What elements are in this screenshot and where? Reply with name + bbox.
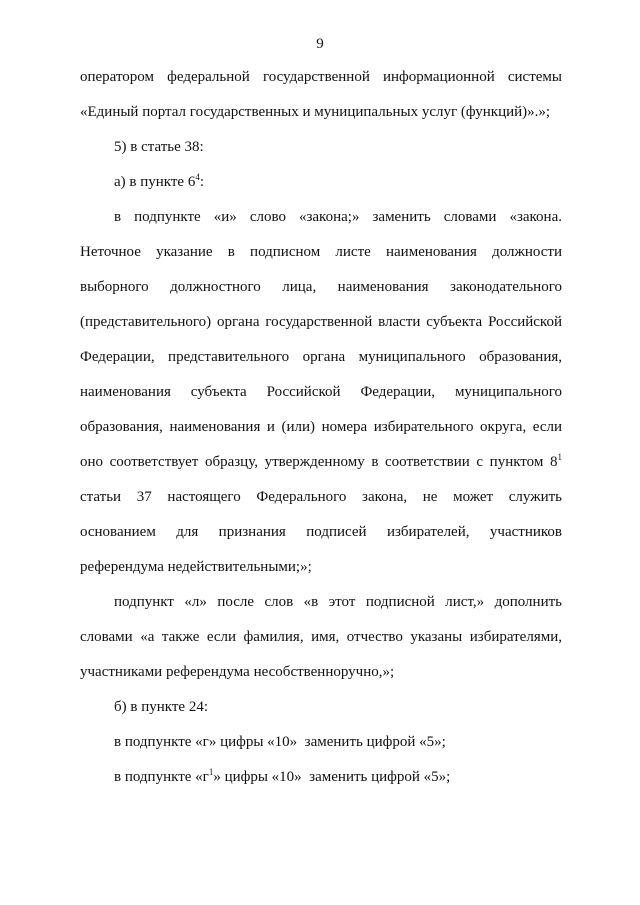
text-line: Неточное указание в подписном листе наименования должности <box>80 244 562 260</box>
text-line: Федерации, представительного органа муниципального образования, <box>80 349 562 365</box>
text-line <box>80 445 562 480</box>
text-line: статьи 37 настоящего Федерального закона, не может служить <box>80 489 562 505</box>
text-line: образования, наименования и (или) номера избирательного округа, если <box>80 419 562 435</box>
text-line: референдума недействительными;»; <box>80 559 312 575</box>
text-segment: : <box>199 174 205 190</box>
text-segment: оно соответствует образцу, утвержденному в соответствии с пунктом 8 <box>80 454 558 470</box>
text-segment: » цифры «10» заменить цифрой «5»; <box>213 769 451 785</box>
text-line: подпункт «л» после слов «в этот подписной лист,» дополнить <box>114 594 562 610</box>
text-line: 5) в статье 38: <box>114 139 204 155</box>
page-number: 9 <box>316 36 324 52</box>
text-segment: в подпункте «г <box>114 769 209 785</box>
text-segment: а) в пункте 6 <box>114 174 196 190</box>
text-line: оператором федеральной государственной информационной системы <box>80 69 562 85</box>
text-line: участниками референдума несобственноручно,»; <box>80 664 395 680</box>
text-line: в подпункте «и» слово «закона;» заменить словами «закона. <box>114 209 562 225</box>
text-line: выборного должностного лица, наименования законодательного <box>80 279 562 295</box>
text-line: (представительного) органа государственной власти субъекта Российской <box>80 314 562 330</box>
text-line: наименования субъекта Российской Федерации, муниципального <box>80 384 562 400</box>
superscript: 1 <box>208 767 214 777</box>
text-line: «Единый портал государственных и муниципальных услуг (функций)».»; <box>80 104 551 120</box>
superscript: 4 <box>195 172 200 182</box>
text-line: словами «а также если фамилия, имя, отчество указаны избирателями, <box>80 629 562 645</box>
text-line <box>80 165 562 200</box>
text-line: б) в пункте 24: <box>114 699 208 715</box>
text-line: основанием для признания подписей избирателей, участников <box>80 524 562 540</box>
superscript: 1 <box>557 452 562 462</box>
document-body <box>80 60 562 795</box>
text-line <box>80 760 562 795</box>
text-line: в подпункте «г» цифры «10» заменить цифрой «5»; <box>114 734 446 750</box>
